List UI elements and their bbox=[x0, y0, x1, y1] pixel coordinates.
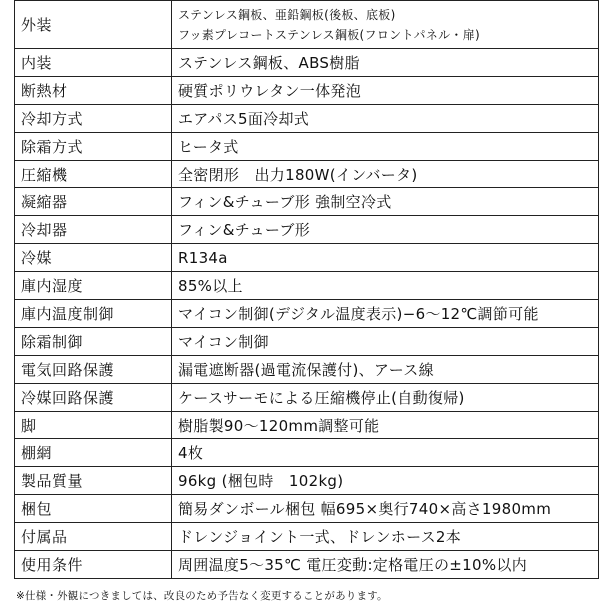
spec-label: 庫内湿度 bbox=[15, 272, 172, 300]
spec-label: 内装 bbox=[15, 49, 172, 77]
spec-label: 凝縮器 bbox=[15, 188, 172, 216]
spec-row-refrigerant-protection bbox=[15, 383, 599, 411]
spec-value: ケースサーモによる圧縮機停止(自動復帰) bbox=[172, 383, 599, 411]
spec-value: マイコン制御 bbox=[172, 327, 599, 355]
spec-label: 冷媒回路保護 bbox=[15, 383, 172, 411]
spec-value: ステンレス鋼板、ABS樹脂 bbox=[172, 49, 599, 77]
spec-value: ドレンジョイント一式、ドレンホース2本 bbox=[172, 523, 599, 551]
spec-value: ヒータ式 bbox=[172, 132, 599, 160]
spec-row-electrical-protection bbox=[15, 355, 599, 383]
spec-row-defrost-control bbox=[15, 327, 599, 355]
spec-value: マイコン制御(デジタル温度表示)−6〜12℃調節可能 bbox=[172, 300, 599, 328]
spec-row-temperature-control bbox=[15, 300, 599, 328]
spec-label: 脚 bbox=[15, 411, 172, 439]
spec-label: 付属品 bbox=[15, 523, 172, 551]
spec-value: R134a bbox=[172, 244, 599, 272]
spec-value: エアパス5面冷却式 bbox=[172, 104, 599, 132]
spec-row-defrost-method bbox=[15, 132, 599, 160]
spec-label: 冷却方式 bbox=[15, 104, 172, 132]
spec-row-insulation bbox=[15, 76, 599, 104]
spec-value: 硬質ポリウレタン一体発泡 bbox=[172, 76, 599, 104]
spec-value: 漏電遮断器(過電流保護付)、アース線 bbox=[172, 355, 599, 383]
spec-label: 圧縮機 bbox=[15, 160, 172, 188]
spec-label: 庫内温度制御 bbox=[15, 300, 172, 328]
spec-value: フィン&チューブ形 強制空冷式 bbox=[172, 188, 599, 216]
spec-label: 電気回路保護 bbox=[15, 355, 172, 383]
spec-value: 全密閉形 出力180W(インバータ) bbox=[172, 160, 599, 188]
spec-row-interior bbox=[15, 49, 599, 77]
spec-row-operating-conditions bbox=[15, 551, 599, 579]
spec-row-accessories bbox=[15, 523, 599, 551]
spec-row-cooling-method bbox=[15, 104, 599, 132]
spec-value-line: フッ素プレコートステンレス鋼板(フロントパネル・扉) bbox=[178, 27, 480, 42]
spec-label: 使用条件 bbox=[15, 551, 172, 579]
spec-value: 85%以上 bbox=[172, 272, 599, 300]
spec-label: 梱包 bbox=[15, 495, 172, 523]
spec-label: 棚網 bbox=[15, 439, 172, 467]
spec-value: 96kg (梱包時 102kg) bbox=[172, 467, 599, 495]
spec-value bbox=[172, 1, 599, 49]
spec-row-evaporator bbox=[15, 216, 599, 244]
spec-row-condenser bbox=[15, 188, 599, 216]
spec-value: 簡易ダンボール梱包 幅695×奥行740×高さ1980mm bbox=[172, 495, 599, 523]
spec-row-humidity bbox=[15, 272, 599, 300]
spec-label: 断熱材 bbox=[15, 76, 172, 104]
spec-row-exterior bbox=[15, 1, 599, 49]
spec-value: 周囲温度5〜35℃ 電圧変動:定格電圧の±10%以内 bbox=[172, 551, 599, 579]
spec-label: 冷媒 bbox=[15, 244, 172, 272]
spec-row-product-weight bbox=[15, 467, 599, 495]
spec-value: 4枚 bbox=[172, 439, 599, 467]
spec-label: 製品質量 bbox=[15, 467, 172, 495]
spec-label: 除霜方式 bbox=[15, 132, 172, 160]
spec-table bbox=[14, 0, 599, 579]
footnote: ※仕様・外観につきましては、改良のため予告なく変更することがあります。 bbox=[16, 590, 388, 602]
spec-row-compressor bbox=[15, 160, 599, 188]
spec-value: 樹脂製90〜120mm調整可能 bbox=[172, 411, 599, 439]
spec-row-packaging bbox=[15, 495, 599, 523]
spec-value-line: ステンレス鋼板、亜鉛鋼板(後板、底板) bbox=[178, 7, 396, 22]
spec-label: 冷却器 bbox=[15, 216, 172, 244]
spec-row-shelves bbox=[15, 439, 599, 467]
spec-row-refrigerant bbox=[15, 244, 599, 272]
spec-sheet bbox=[14, 0, 599, 579]
spec-label: 除霜制御 bbox=[15, 327, 172, 355]
spec-value: フィン&チューブ形 bbox=[172, 216, 599, 244]
spec-label: 外装 bbox=[15, 1, 172, 49]
spec-row-legs bbox=[15, 411, 599, 439]
